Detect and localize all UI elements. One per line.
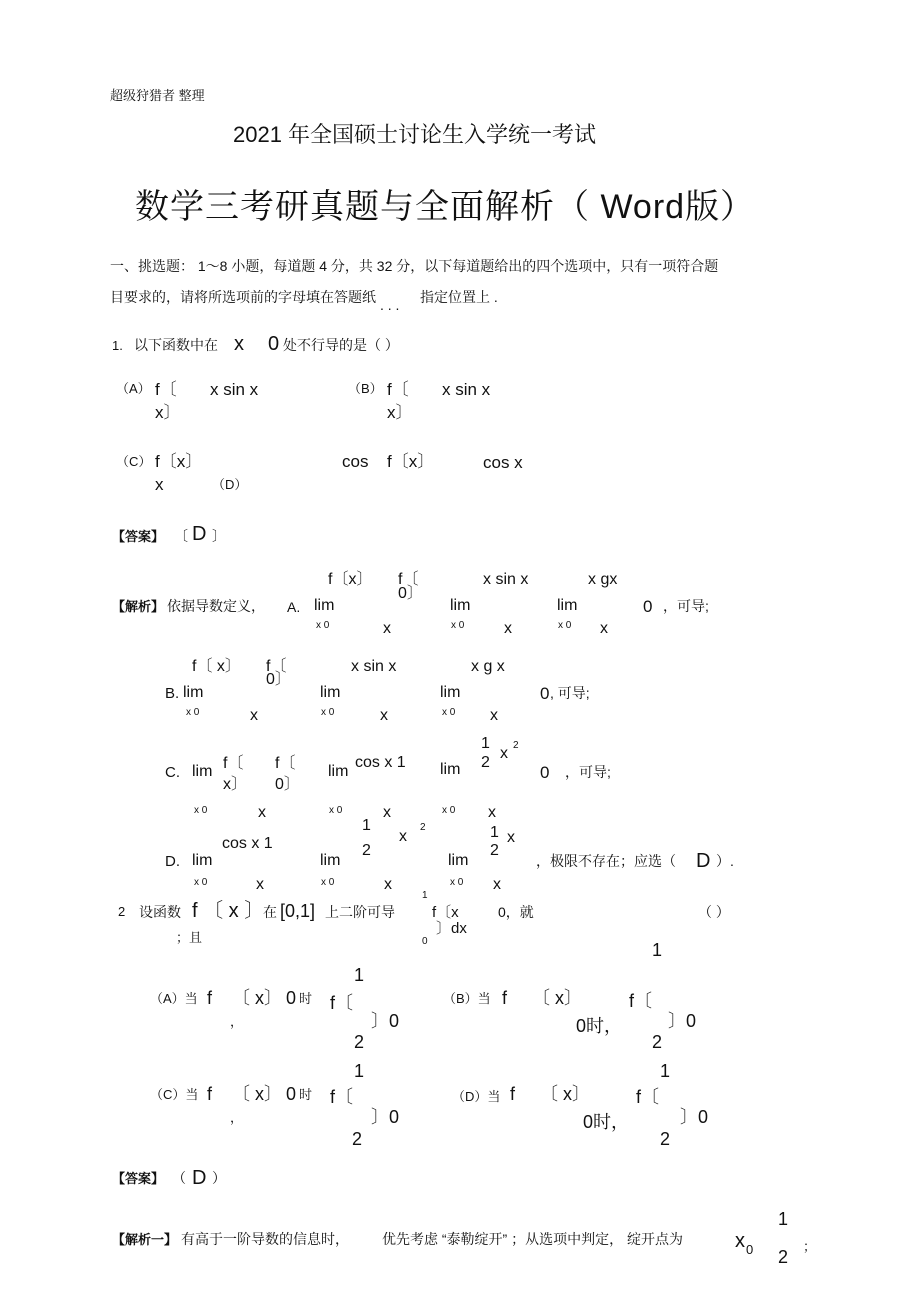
q2-b-half-num: 1 [652,940,663,960]
q2-option-a-x: 〔 x〕 [232,988,283,1008]
q2-c-half-num: 1 [354,1061,365,1081]
q2-option-d-close: 〕0 [680,1107,709,1127]
q1-number: 1. [112,338,123,353]
analysis-d-sq: 2 [420,822,426,833]
q2-option-a-close: 〕0 [371,1011,400,1031]
q2-option-b-x: 〔 x〕 [532,988,583,1008]
section-intro-dots: . . . [380,297,400,313]
q2-a-half-den: 2 [354,1032,365,1052]
analysis-c-lim1: lim [192,763,213,780]
analysis-c-half-num: 1 [481,735,490,752]
analysis-a-den2: x [504,620,512,637]
q1-option-c-f: f〔x〕 [155,452,203,471]
analysis-b-f0: f〔 [266,658,287,675]
analysis-b-sub3: x 0 [442,707,456,718]
analysis-text: 依据导数定义， [167,598,265,614]
q2-option-a-f: f [207,988,213,1008]
q2-option-b-fpar: f〔 [629,991,653,1011]
analysis-b-den2: x [380,707,388,724]
analysis-d-answer: D [696,850,711,872]
analysis2-half-den: 2 [778,1247,789,1267]
analysis-c-f1: f〔 [223,755,244,772]
analysis-b-value: 0 [540,684,550,703]
analysis-c-den2: x [383,804,391,821]
analysis-c-sq: 2 [513,740,519,751]
analysis-d-xsq: x [399,828,407,845]
q2-option-b-label: （B）当 [443,991,491,1006]
q2-option-c-close: 〕0 [371,1107,400,1127]
q2-interval-prefix: 在 [263,904,277,920]
analysis-c-tail: ，可导; [565,764,611,780]
analysis-b-tail: , 可导; [550,685,590,701]
q1-option-d-f: f〔x〕 [387,452,435,471]
analysis-label: 【解析】 [112,599,165,614]
analysis-b-num2: x sin x [351,658,397,675]
analysis2-label: 【解析一】 [112,1232,178,1247]
q2-option-d-zero-shi: 0时， [583,1112,630,1132]
analysis-d-tail: ，极限不存在；应选（ [536,853,676,869]
analysis-a-lim1: lim [314,597,335,614]
q2-option-c-fpar: f〔 [330,1087,354,1107]
q1-option-a-label: （A） [116,381,151,396]
q2-answer-open: （ [172,1170,186,1186]
q2-interval: [0,1] [280,901,316,921]
q1-answer-label: 【答案】 [112,529,165,544]
analysis-d-close: ）. [716,853,734,869]
q2-option-c-zero: 0 [286,1084,297,1104]
analysis-a-den1: x [383,620,391,637]
q1-option-c-x: x [155,475,164,494]
analysis-c-sub2: x 0 [329,805,343,816]
section-intro-line1: 一、挑选题： 1～8 小题，每道题 4 分，共 32 分，以下每道题给出的四个选项中，只有一项符合题 [110,258,719,274]
q2-number: 2 [118,904,126,919]
analysis-c-den1: x [258,804,266,821]
analysis2-half-num: 1 [778,1209,789,1229]
q1-answer-close: 〕 [212,528,226,544]
analysis-d-den1: x [256,876,264,893]
q2-option-b-close: 〕0 [668,1011,697,1031]
analysis-b-num3: x g x [471,658,505,675]
compiler-note: 超级狩猎者 整理 [110,88,205,103]
analysis-b-den1: x [250,707,258,724]
analysis-d-lim2: lim [320,852,341,869]
analysis-d-prefix: D. [165,853,180,870]
analysis2-x: x [735,1230,745,1252]
analysis-b-prefix: B. [165,685,180,702]
q2-option-d-x: 〔 x〕 [540,1084,591,1104]
q1-option-b-expr: x sin x [442,380,491,399]
analysis-c-lim3: lim [440,761,461,778]
analysis-d-sub1: x 0 [194,877,208,888]
q2-stem: 设函数 [139,904,181,920]
q2-answer-close: ） [212,1170,226,1186]
q2-c-half-den: 2 [352,1129,363,1149]
q2-answer-label: 【答案】 [112,1171,165,1186]
analysis-c-f2: f〔 [275,755,296,772]
q2-option-a-zero: 0 [286,988,297,1008]
analysis-d-one: 1 [490,824,499,841]
analysis-c-z2: 0〕 [275,776,300,793]
q2-option-d-f: f [510,1084,516,1104]
analysis-d-den3: x [493,876,501,893]
q1-answer-value: D [192,523,207,545]
q2-option-c-label: （C）当 [150,1087,199,1102]
q1-option-b-label: （B） [348,381,383,396]
analysis-d-sub3: x 0 [450,877,464,888]
analysis-a-sub1: x 0 [316,620,330,631]
q2-a-half-num: 1 [354,965,365,985]
q2-d-half-den: 2 [660,1129,671,1149]
analysis2-text2: 优先考虑 “泰勒绽开” ；从选项中判定， 绽开点为 [382,1231,683,1247]
analysis-a-prefix: A. [287,599,301,615]
analysis-a-sub2: x 0 [451,620,465,631]
q1-option-a-x: x〕 [155,403,181,422]
q2-option-d-fpar: f〔 [636,1087,660,1107]
analysis-c-lim2: lim [328,763,349,780]
q1-x: x [234,333,244,355]
q1-option-a-expr: x sin x [210,380,259,399]
analysis-a-num3: x gx [588,571,618,588]
analysis-d-x: x [507,829,515,846]
analysis-a-lim2: lim [450,597,471,614]
analysis-a-value: 0 [643,597,653,616]
analysis-a-tail: ，可导; [663,598,709,614]
analysis-a-f0: f〔 [398,571,419,588]
q2-integral-f: f〔x [432,904,459,921]
section-intro-line2: 目要求的，请将所选项前的字母填在答题纸 [110,289,376,305]
analysis-c-sub1: x 0 [194,805,208,816]
q1-zero: 0 [268,333,280,355]
analysis-d-sub2: x 0 [321,877,335,888]
analysis-a-den3: x [600,620,608,637]
analysis-b-lim1: lim [183,684,204,701]
analysis-c-prefix: C. [165,764,180,781]
analysis-a-sub3: x 0 [558,620,572,631]
analysis2-tail: ； [803,1239,817,1254]
section-intro-line2-end: 指定位置上 . [420,289,498,305]
q1-option-b-x: x〕 [387,403,413,422]
analysis-b-lim2: lim [320,684,341,701]
analysis-a-lim3: lim [557,597,578,614]
analysis-c-num2: cos x 1 [355,754,406,771]
analysis-d-half-num: 1 [362,817,371,834]
q2-integral-dx: 〕dx [436,920,467,937]
analysis-c-sub3: x 0 [442,805,456,816]
q2-b-half-den: 2 [652,1032,663,1052]
q2-qie: ；且 [176,930,203,945]
analysis-d-lim3: lim [448,852,469,869]
analysis-c-half-den: 2 [481,754,490,771]
analysis2-x-sub: 0 [746,1242,754,1257]
q2-integral-lower: 0 [422,936,428,947]
q1-option-b-f: f〔 [387,380,409,399]
analysis-c-den3: x [488,804,496,821]
analysis-d-half-den: 2 [362,842,371,859]
q1-option-c-label: （C） [116,454,152,469]
q1-stem: 以下函数中在 [134,337,218,353]
q2-answer-value: D [192,1167,207,1189]
analysis-b-zero: 0〕 [266,671,291,688]
q2-integral-upper: 1 [422,890,428,901]
q1-option-c-cos: cos [342,452,369,471]
q2-option-c-comma: ， [230,1110,244,1125]
q1-option-d-cos: cos x [483,453,523,472]
q1-stem-end: 处不行导的是（ ） [283,337,399,353]
analysis-a-num2: x sin x [483,571,529,588]
q2-function: f 〔 x 〕 [192,900,265,922]
q2-d-half-num: 1 [660,1061,671,1081]
q2-option-a-fpar: f〔 [330,993,354,1013]
q2-option-b-f: f [502,988,508,1008]
q1-option-a-f: f〔 [155,380,177,399]
analysis-b-den3: x [490,707,498,724]
analysis-b-sub2: x 0 [321,707,335,718]
q2-option-a-shi: 时 [299,991,313,1006]
analysis-b-fx: f〔 x〕 [192,658,241,675]
q2-option-a-label: （A）当 [150,991,198,1006]
analysis-c-xsq: x [500,745,508,762]
q2-option-a-comma: ， [230,1014,244,1029]
q2-option-c-f: f [207,1084,213,1104]
doc-title: 数学三考研真题与全面解析（ Word版） [135,188,756,226]
analysis-d-den2: x [384,876,392,893]
analysis-a-zero: 0〕 [398,585,423,602]
q2-option-c-x: 〔 x〕 [232,1084,283,1104]
q1-option-d-label: （D） [212,477,248,492]
exam-title: 2021 年全国硕士讨论生入学统一考试 [233,122,597,147]
analysis-d-lim1: lim [192,852,213,869]
q2-paren: （ ） [698,904,730,920]
q2-integral-eq: 0，就 [498,904,534,920]
analysis2-text: 有高于一阶导数的信息时， [181,1231,349,1247]
analysis-b-sub1: x 0 [186,707,200,718]
q2-option-b-zero-shi: 0时， [576,1016,623,1036]
analysis-c-x1: x〕 [223,776,248,793]
analysis-b-lim3: lim [440,684,461,701]
q1-answer-open: 〔 [174,528,188,544]
analysis-c-value: 0 [540,763,550,782]
q2-option-d-label: （D）当 [452,1089,501,1104]
analysis-a-fx: f〔x〕 [328,571,373,588]
q2-option-c-shi: 时 [299,1087,313,1102]
analysis-d-num1: cos x 1 [222,835,273,852]
analysis-d-two: 2 [490,842,499,859]
q2-stem-mid: 上二阶可导 [325,904,395,920]
